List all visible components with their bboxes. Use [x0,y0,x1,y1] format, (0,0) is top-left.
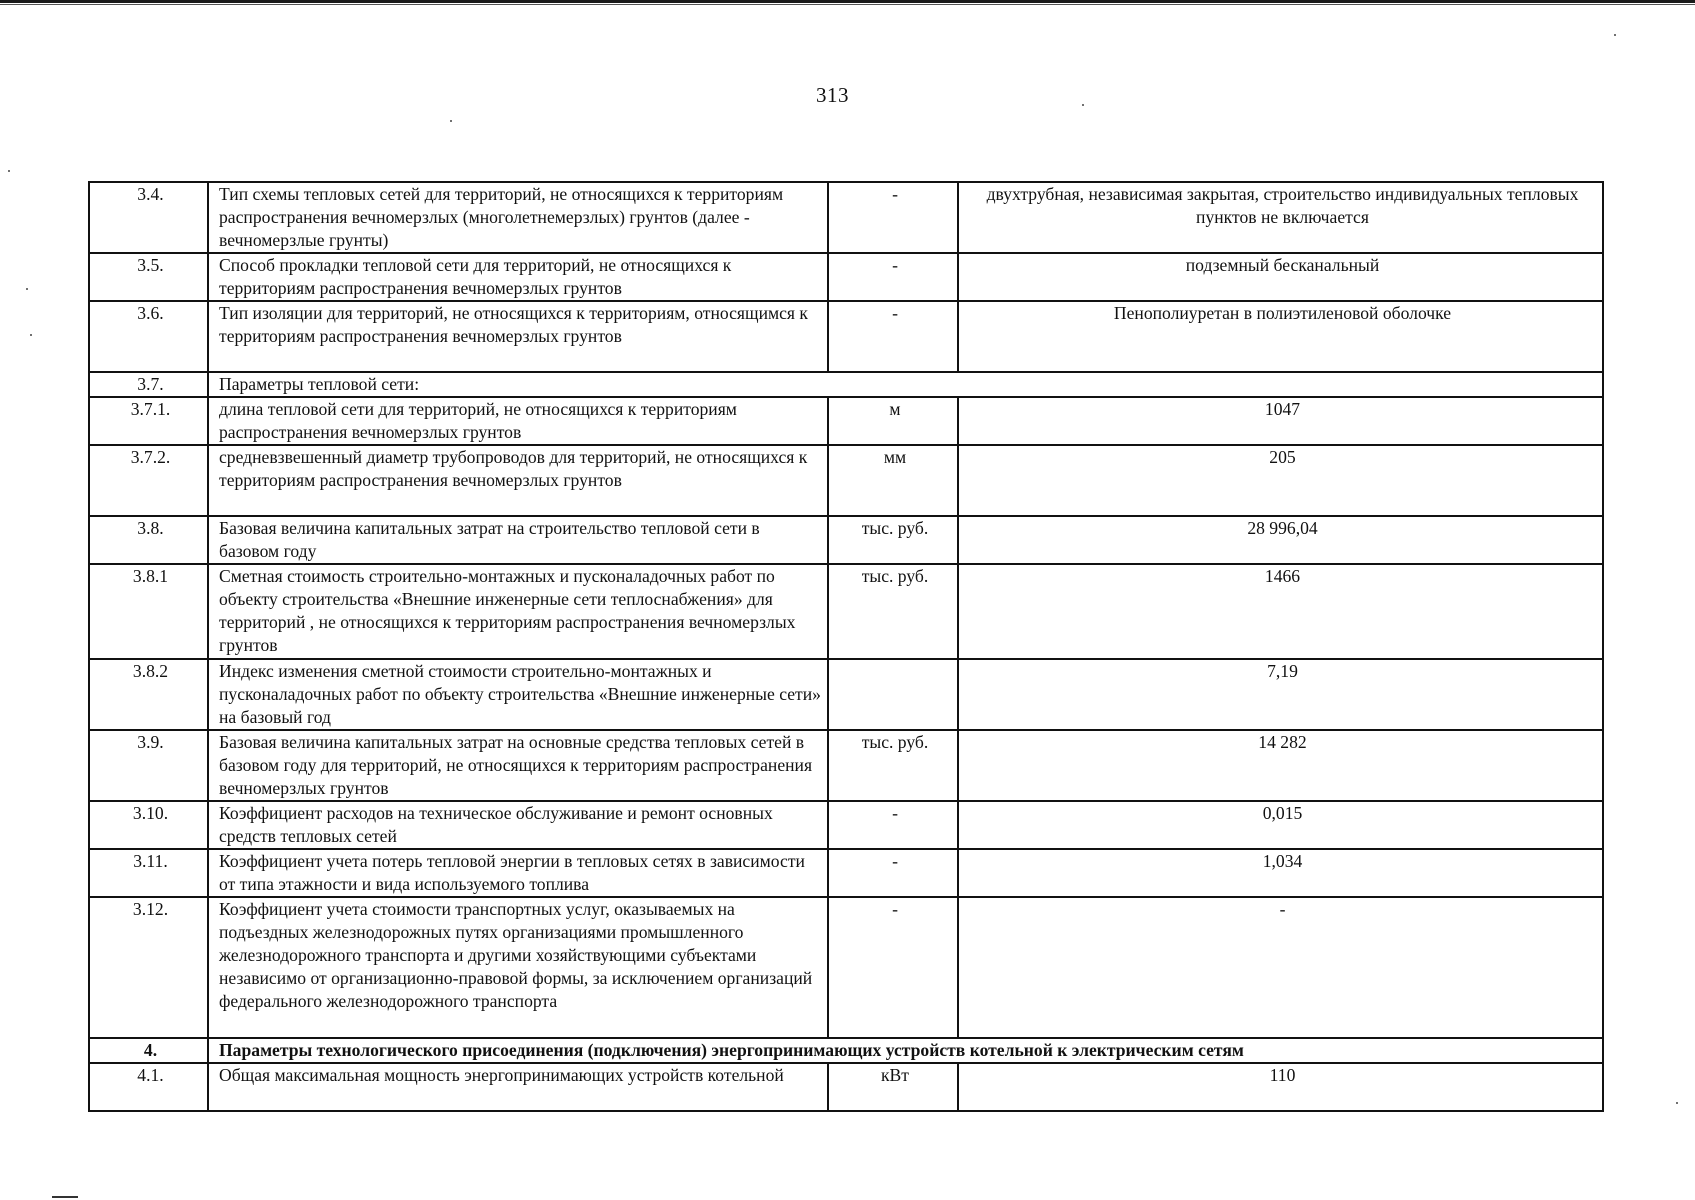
table-row [89,730,1603,801]
row-number: 3.10. [89,801,208,849]
row-value: 0,015 [958,801,1603,849]
row-name: Общая максимальная мощность энергопринимающих устройств котельной [208,1063,828,1111]
row-unit: тыс. руб. [828,516,958,564]
row-name: Параметры тепловой сети: [208,372,1603,397]
row-unit: тыс. руб. [828,730,958,801]
table-row [89,182,1603,253]
table-row [89,659,1603,730]
scan-speck [26,288,28,290]
row-name: Коэффициент расходов на техническое обслуживание и ремонт основных средств тепловых сетей [208,801,828,849]
row-name: Способ прокладки тепловой сети для территорий, не относящихся к территориям распространения вечномерзлых грунтов [208,253,828,301]
row-name: Индекс изменения сметной стоимости строительно-монтажных и пусконаладочных работ по объекту строительства «Внешние инженерные сети» на базовый год [208,659,828,730]
table-row [89,253,1603,301]
row-value: 7,19 [958,659,1603,730]
row-unit: тыс. руб. [828,564,958,659]
row-unit: м [828,397,958,445]
row-number: 4. [89,1038,208,1063]
row-value: 110 [958,1063,1603,1111]
table-row [89,516,1603,564]
scan-top-border [0,0,1695,3]
row-name: Базовая величина капитальных затрат на основные средства тепловых сетей в базовом году для территорий, не относящихся к территориям распространения вечномерзлых грунтов [208,730,828,801]
table-row [89,445,1603,516]
table-row [89,897,1603,1038]
row-number: 3.4. [89,182,208,253]
row-number: 4.1. [89,1063,208,1111]
table-row-section [89,372,1603,397]
row-value: 14 282 [958,730,1603,801]
row-name: средневзвешенный диаметр трубопроводов для территорий, не относящихся к территориям распространения вечномерзлых грунтов [208,445,828,516]
scan-speck [8,170,10,172]
row-name: Коэффициент учета потерь тепловой энергии в тепловых сетях в зависимости от типа этажности и вида используемого топлива [208,849,828,897]
row-name: Базовая величина капитальных затрат на строительство тепловой сети в базовом году [208,516,828,564]
row-value: 205 [958,445,1603,516]
row-unit: - [828,301,958,372]
row-unit: мм [828,445,958,516]
scan-speck [1676,1102,1678,1104]
row-unit: - [828,182,958,253]
row-number: 3.11. [89,849,208,897]
table-row [89,849,1603,897]
row-number: 3.7.1. [89,397,208,445]
row-name: Коэффициент учета стоимости транспортных услуг, оказываемых на подъездных железнодорожных путях организациями промышленного железнодорожного транспорта и другими хозяйствующими субъектами независимо от организационно-правовой формы, за исключением организаций федерального железнодорожного транспорта [208,897,828,1038]
row-value: 1047 [958,397,1603,445]
table-row [89,1063,1603,1111]
row-unit: - [828,253,958,301]
row-name: Параметры технологического присоединения (подключения) энергопринимающих устройств котельной к электрическим сетям [208,1038,1603,1063]
row-name: Тип изоляции для территорий, не относящихся к территориям, относящимся к территориям распространения вечномерзлых грунтов [208,301,828,372]
row-number: 3.6. [89,301,208,372]
table-row [89,564,1603,659]
scan-top-border-shadow [0,4,1695,5]
row-value: двухтрубная, независимая закрытая, строительство индивидуальных тепловых пунктов не включается [958,182,1603,253]
row-number: 3.8.2 [89,659,208,730]
row-number: 3.8. [89,516,208,564]
row-unit: - [828,801,958,849]
row-number: 3.7. [89,372,208,397]
row-value: 1466 [958,564,1603,659]
row-value: 1,034 [958,849,1603,897]
row-value: 28 996,04 [958,516,1603,564]
row-number: 3.12. [89,897,208,1038]
scan-bottom-mark [52,1196,78,1198]
row-value: Пенополиуретан в полиэтиленовой оболочке [958,301,1603,372]
table-row [89,301,1603,372]
row-name: Тип схемы тепловых сетей для территорий, не относящихся к территориям распространения вечномерзлых (многолетнемерзлых) грунтов (далее - вечномерзлые грунты) [208,182,828,253]
row-value: - [958,897,1603,1038]
scan-speck [30,334,32,336]
row-number: 3.7.2. [89,445,208,516]
scan-speck [1082,104,1084,106]
row-number: 3.8.1 [89,564,208,659]
table-row [89,397,1603,445]
row-name: длина тепловой сети для территорий, не относящихся к территориям распространения вечномерзлых грунтов [208,397,828,445]
page-number: 313 [816,83,849,107]
row-unit [828,659,958,730]
row-name: Сметная стоимость строительно-монтажных и пусконаладочных работ по объекту строительства «Внешние инженерные сети теплоснабжения» для территорий , не относящихся к территориям распространения вечномерзлых грунтов [208,564,828,659]
scan-speck [450,120,452,122]
parameters-table [88,181,1604,1112]
table-row-section [89,1038,1603,1063]
table-row [89,801,1603,849]
row-value: подземный бесканальный [958,253,1603,301]
row-unit: кВт [828,1063,958,1111]
row-number: 3.5. [89,253,208,301]
row-unit: - [828,849,958,897]
row-unit: - [828,897,958,1038]
row-number: 3.9. [89,730,208,801]
scan-speck [1614,34,1616,36]
